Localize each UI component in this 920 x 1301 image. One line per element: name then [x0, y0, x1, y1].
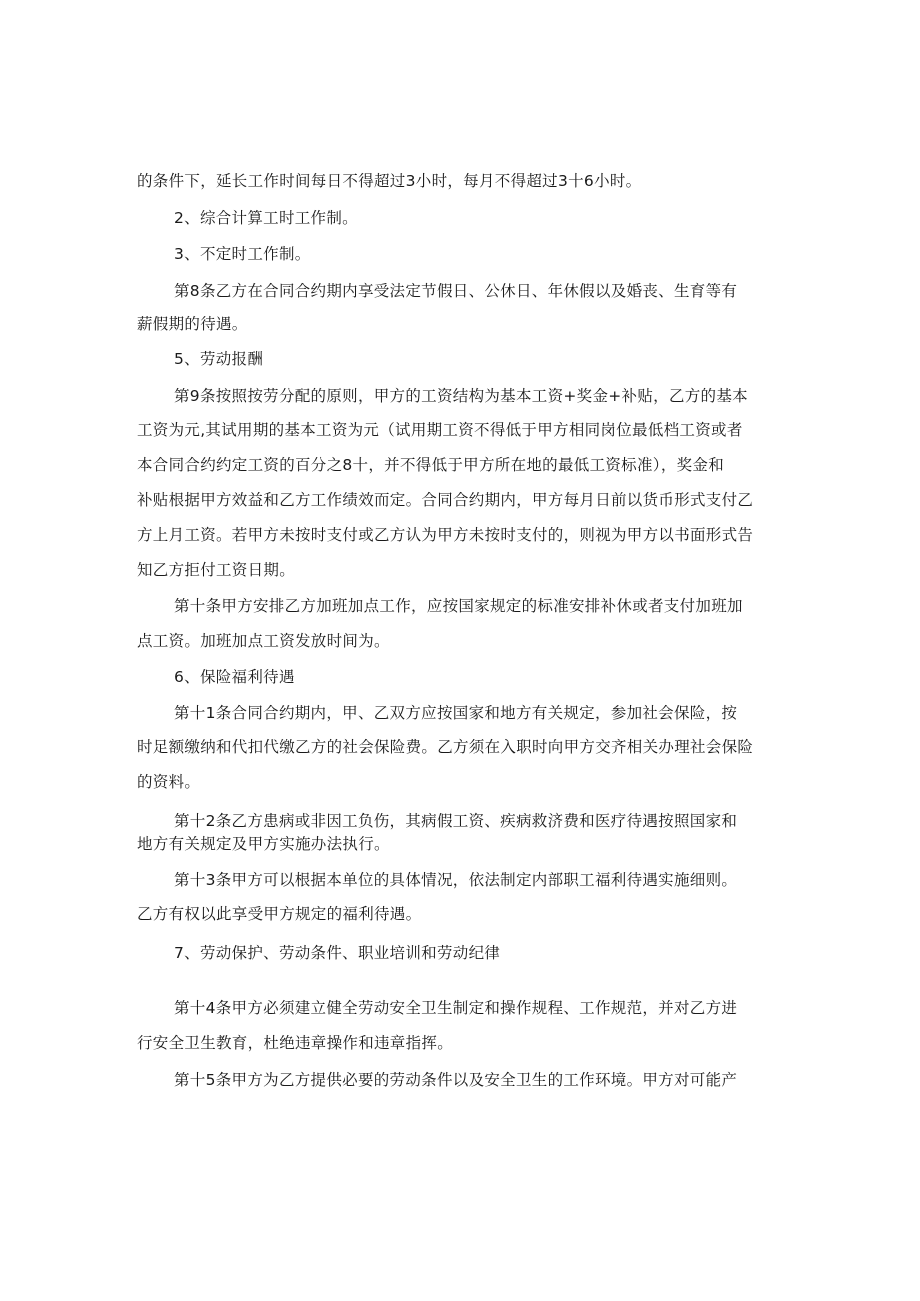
text-line: 第十2条乙方患病或非因工负伤，其病假工资、疾病救济费和医疗待遇按照国家和 — [174, 812, 738, 830]
text-line: 工资为元,其试用期的基本工资为元（试用期工资不得低于甲方相同岗位最低档工资或者 — [137, 421, 743, 439]
text-line: 方上月工资。若甲方未按时支付或乙方认为甲方未按时支付的，则视为甲方以书面形式告 — [137, 526, 754, 544]
text-line: 6、保险福利待遇 — [174, 668, 295, 686]
text-line: 补贴根据甲方效益和乙方工作绩效而定。合同合约期内，甲方每月日前以货币形式支付乙 — [137, 491, 754, 509]
text-line: 薪假期的待遇。 — [137, 315, 248, 333]
text-line: 知乙方拒付工资日期。 — [137, 561, 296, 579]
text-line: 时足额缴纳和代扣代缴乙方的社会保险费。乙方须在入职时向甲方交齐相关办理社会保险 — [137, 738, 754, 756]
text-line: 3、不定时工作制。 — [174, 245, 311, 263]
text-line: 5、劳动报酬 — [174, 350, 264, 368]
text-line: 第十4条甲方必须建立健全劳动安全卫生制定和操作规程、工作规范，并对乙方进 — [174, 999, 738, 1017]
text-line: 第十5条甲方为乙方提供必要的劳动条件以及安全卫生的工作环境。甲方对可能产 — [174, 1071, 738, 1089]
text-line: 本合同合约约定工资的百分之8十，并不得低于甲方所在地的最低工资标准），奖金和 — [137, 456, 725, 474]
text-line: 地方有关规定及甲方实施办法执行。 — [137, 835, 390, 853]
text-line: 点工资。加班加点工资发放时间为。 — [137, 632, 390, 650]
text-line: 乙方有权以此享受甲方规定的福利待遇。 — [137, 905, 422, 923]
text-line: 第十3条甲方可以根据本单位的具体情况，依法制定内部职工福利待遇实施细则。 — [174, 871, 738, 889]
text-line: 第十1条合同合约期内，甲、乙双方应按国家和地方有关规定，参加社会保险，按 — [174, 704, 738, 722]
text-line: 的条件下，延长工作时间每日不得超过3小时，每月不得超过3十6小时。 — [137, 172, 642, 190]
text-line: 行安全卫生教育，杜绝违章操作和违章指挥。 — [137, 1034, 454, 1052]
text-line: 第十条甲方安排乙方加班加点工作，应按国家规定的标准安排补休或者支付加班加 — [174, 597, 743, 615]
text-line: 第9条按照按劳分配的原则，甲方的工资结构为基本工资+奖金+补贴，乙方的基本 — [174, 387, 748, 405]
text-line: 的资料。 — [137, 773, 201, 791]
text-line: 2、综合计算工时工作制。 — [174, 209, 358, 227]
text-line: 第8条乙方在合同合约期内享受法定节假日、公休日、年休假以及婚丧、生育等有 — [174, 282, 738, 300]
text-line: 7、劳动保护、劳动条件、职业培训和劳动纪律 — [174, 944, 501, 962]
